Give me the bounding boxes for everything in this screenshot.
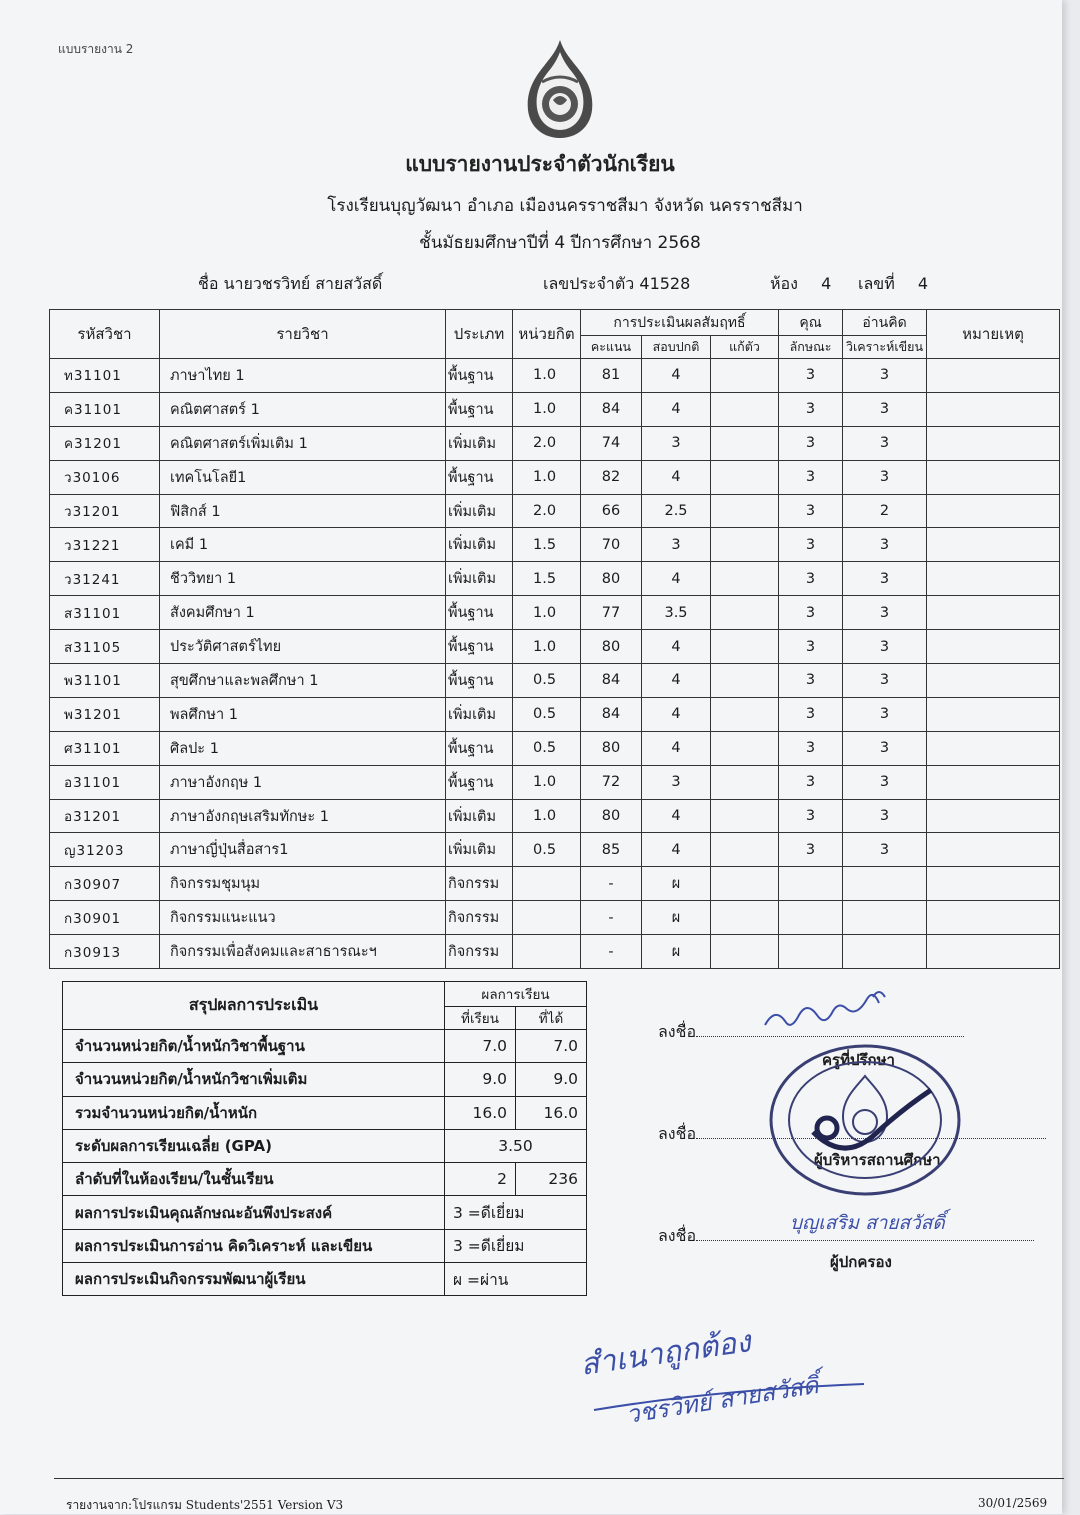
exam-grade: 4: [642, 392, 711, 426]
basic-credits-taken: 7.0: [445, 1030, 516, 1063]
character-grade: 3: [779, 731, 843, 765]
score-value: -: [581, 867, 642, 901]
exam-grade: 4: [642, 359, 711, 393]
credit-value: 1.0: [513, 596, 581, 630]
school-line: โรงเรียนบุญวัฒนา อำเภอ เมืองนครราชสีมา จังหวัด นครราชสีมา: [327, 196, 803, 216]
table-row: [50, 596, 1060, 630]
summary-result-header: ผลการเรียน: [445, 982, 587, 1007]
subject-type: กิจกรรม: [446, 867, 513, 901]
credit-value: 1.0: [513, 765, 581, 799]
certified-copy-signature: วชรวิทย์ สายสวัสดิ์: [624, 1370, 821, 1430]
reading-grade: [843, 935, 927, 969]
subject-type: พื้นฐาน: [446, 359, 513, 393]
table-row: [50, 833, 1060, 867]
table-row: [50, 359, 1060, 393]
summary-row-character: [63, 1196, 587, 1229]
exam-grade: 3: [642, 426, 711, 460]
exam-grade: 2.5: [642, 494, 711, 528]
credit-value: 1.0: [513, 359, 581, 393]
reading-grade: 3: [843, 664, 927, 698]
credit-value: [513, 935, 581, 969]
subject-name: ประวัติศาสตร์ไทย: [160, 630, 446, 664]
rank-label: ลำดับที่ในห้องเรียน/ในชั้นเรียน: [63, 1163, 445, 1196]
credit-value: 2.0: [513, 426, 581, 460]
credit-value: [513, 867, 581, 901]
subject-name: ภาษาญี่ปุ่นสื่อสาร1: [160, 833, 446, 867]
subject-name: พลศึกษา 1: [160, 697, 446, 731]
subject-code: ศ31101: [50, 731, 160, 765]
total-credits-taken: 16.0: [445, 1096, 516, 1129]
header-reading-top: อ่านคิด: [843, 310, 927, 336]
subject-name: สังคมศึกษา 1: [160, 596, 446, 630]
advisor-signature-icon: [755, 985, 905, 1045]
summary-row-extra: [63, 1063, 587, 1096]
subject-code: ก30901: [50, 901, 160, 935]
character-grade: 3: [779, 697, 843, 731]
number-label: เลขที่: [858, 274, 895, 293]
credit-value: 1.0: [513, 460, 581, 494]
student-id: 41528: [639, 274, 691, 293]
room-value: 4: [821, 274, 832, 293]
total-credits-label: รวมจำนวนหน่วยกิต/น้ำหนัก: [63, 1096, 445, 1129]
name-label: ชื่อ: [198, 274, 219, 293]
score-value: 84: [581, 664, 642, 698]
extra-credits-earned: 9.0: [516, 1063, 587, 1096]
character-grade: 3: [779, 392, 843, 426]
reading-grade: 3: [843, 731, 927, 765]
score-value: -: [581, 901, 642, 935]
credit-value: 0.5: [513, 664, 581, 698]
table-row: [50, 664, 1060, 698]
character-grade: [779, 901, 843, 935]
character-grade: 3: [779, 528, 843, 562]
basic-credits-label: จำนวนหน่วยกิต/น้ำหนักวิชาพื้นฐาน: [63, 1030, 445, 1063]
retake-grade: [711, 392, 779, 426]
role-advisor: ครูที่ปรึกษา: [822, 1051, 895, 1069]
character-grade: 3: [779, 765, 843, 799]
remark-cell: [927, 528, 1060, 562]
reading-grade: 3: [843, 765, 927, 799]
gpa-value: 3.50: [445, 1129, 587, 1162]
subject-code: ท31101: [50, 359, 160, 393]
header-credit: หน่วยกิต: [513, 310, 581, 359]
remark-cell: [927, 867, 1060, 901]
remark-cell: [927, 664, 1060, 698]
subject-code: ค31201: [50, 426, 160, 460]
retake-grade: [711, 562, 779, 596]
header-reading-bottom: วิเคราะห์เขียน: [843, 336, 927, 359]
header-retake: แก้ตัว: [711, 336, 779, 359]
summary-row-reading: [63, 1229, 587, 1262]
header-exam: สอบปกติ: [642, 336, 711, 359]
rank-in-grade: 236: [516, 1163, 587, 1196]
character-grade: 3: [779, 426, 843, 460]
credit-value: 1.5: [513, 528, 581, 562]
table-row: [50, 935, 1060, 969]
subject-type: เพิ่มเติม: [446, 426, 513, 460]
activity-value: ผ =ผ่าน: [445, 1263, 587, 1296]
summary-col-earned: ที่ได้: [516, 1007, 587, 1030]
reading-grade: 3: [843, 460, 927, 494]
subject-code: ก30907: [50, 867, 160, 901]
score-value: 80: [581, 731, 642, 765]
retake-grade: [711, 765, 779, 799]
student-number-field: [858, 272, 928, 297]
subject-type: พื้นฐาน: [446, 664, 513, 698]
remark-cell: [927, 799, 1060, 833]
character-grade: [779, 867, 843, 901]
subject-type: เพิ่มเติม: [446, 528, 513, 562]
subject-type: กิจกรรม: [446, 935, 513, 969]
summary-row-activity: [63, 1263, 587, 1296]
subject-code: ส31101: [50, 596, 160, 630]
extra-credits-label: จำนวนหน่วยกิต/น้ำหนักวิชาเพิ่มเติม: [63, 1063, 445, 1096]
exam-grade: ผ: [642, 901, 711, 935]
subject-code: ญ31203: [50, 833, 160, 867]
reading-grade: 2: [843, 494, 927, 528]
retake-grade: [711, 867, 779, 901]
remark-cell: [927, 392, 1060, 426]
reading-grade: 3: [843, 833, 927, 867]
retake-grade: [711, 833, 779, 867]
subject-code: ว31241: [50, 562, 160, 596]
subject-type: พื้นฐาน: [446, 630, 513, 664]
credit-value: 0.5: [513, 833, 581, 867]
retake-grade: [711, 494, 779, 528]
header-score: คะแนน: [581, 336, 642, 359]
subject-name: กิจกรรมเพื่อสังคมและสาธารณะฯ: [160, 935, 446, 969]
subject-name: กิจกรรมแนะแนว: [160, 901, 446, 935]
character-grade: 3: [779, 799, 843, 833]
subject-code: อ31101: [50, 765, 160, 799]
subject-code: พ31101: [50, 664, 160, 698]
score-value: 84: [581, 392, 642, 426]
credit-value: [513, 901, 581, 935]
role-parent: ผู้ปกครอง: [830, 1253, 892, 1271]
score-value: 74: [581, 426, 642, 460]
character-grade: [779, 935, 843, 969]
header-subject: รายวิชา: [160, 310, 446, 359]
retake-grade: [711, 596, 779, 630]
table-row: [50, 799, 1060, 833]
subject-name: ภาษาอังกฤษเสริมทักษะ 1: [160, 799, 446, 833]
subject-type: เพิ่มเติม: [446, 494, 513, 528]
table-row: [50, 494, 1060, 528]
score-value: 72: [581, 765, 642, 799]
reading-grade: 3: [843, 799, 927, 833]
credit-value: 0.5: [513, 697, 581, 731]
exam-grade: 4: [642, 630, 711, 664]
reading-grade: 3: [843, 426, 927, 460]
subject-name: ภาษาอังกฤษ 1: [160, 765, 446, 799]
subject-name: ชีววิทยา 1: [160, 562, 446, 596]
reading-grade: 3: [843, 562, 927, 596]
credit-value: 0.5: [513, 731, 581, 765]
room-label: ห้อง: [770, 274, 798, 293]
sign-label: ลงชื่อ: [658, 1226, 697, 1245]
subject-type: พื้นฐาน: [446, 731, 513, 765]
student-id-field: [543, 272, 690, 297]
subject-code: ก30913: [50, 935, 160, 969]
subject-type: เพิ่มเติม: [446, 833, 513, 867]
summary-title: สรุปผลการประเมิน: [63, 982, 445, 1030]
credit-value: 1.0: [513, 799, 581, 833]
retake-grade: [711, 426, 779, 460]
character-grade: 3: [779, 596, 843, 630]
summary-col-taken: ที่เรียน: [445, 1007, 516, 1030]
subject-type: เพิ่มเติม: [446, 562, 513, 596]
remark-cell: [927, 833, 1060, 867]
retake-grade: [711, 460, 779, 494]
retake-grade: [711, 901, 779, 935]
score-value: -: [581, 935, 642, 969]
gpa-label: ระดับผลการเรียนเฉลี่ย (GPA): [63, 1129, 445, 1162]
remark-cell: [927, 935, 1060, 969]
header-assessment: การประเมินผลสัมฤทธิ์: [581, 310, 779, 336]
exam-grade: 4: [642, 562, 711, 596]
retake-grade: [711, 359, 779, 393]
id-label: เลขประจำตัว: [543, 274, 635, 293]
table-row: [50, 867, 1060, 901]
credit-value: 2.0: [513, 494, 581, 528]
reading-value: 3 =ดีเยี่ยม: [445, 1229, 587, 1262]
table-row: [50, 562, 1060, 596]
retake-grade: [711, 528, 779, 562]
score-value: 84: [581, 697, 642, 731]
exam-grade: 4: [642, 460, 711, 494]
grade-year-line: ชั้นมัธยมศึกษาปีที่ 4 ปีการศึกษา 2568: [419, 233, 701, 253]
summary-table: [62, 981, 587, 1296]
score-value: 82: [581, 460, 642, 494]
subject-type: พื้นฐาน: [446, 460, 513, 494]
character-grade: 3: [779, 833, 843, 867]
subject-code: ค31101: [50, 392, 160, 426]
sign-label: ลงชื่อ: [658, 1022, 697, 1041]
header-character-bottom: ลักษณะ: [779, 336, 843, 359]
score-value: 80: [581, 799, 642, 833]
exam-grade: ผ: [642, 867, 711, 901]
subject-name: คณิตศาสตร์ 1: [160, 392, 446, 426]
score-value: 81: [581, 359, 642, 393]
student-name: นายวชรวิทย์ สายสวัสดิ์: [223, 274, 383, 293]
table-row: [50, 901, 1060, 935]
header-code: รหัสวิชา: [50, 310, 160, 359]
exam-grade: 4: [642, 833, 711, 867]
sign-label: ลงชื่อ: [658, 1124, 697, 1143]
student-name-field: [198, 272, 382, 297]
subject-type: เพิ่มเติม: [446, 697, 513, 731]
table-row: [50, 630, 1060, 664]
report-title: แบบรายงานประจำตัวนักเรียน: [405, 152, 675, 176]
subject-code: ว30106: [50, 460, 160, 494]
role-director: ผู้บริหารสถานศึกษา: [814, 1151, 941, 1169]
remark-cell: [927, 901, 1060, 935]
exam-grade: 3.5: [642, 596, 711, 630]
credit-value: 1.0: [513, 392, 581, 426]
character-grade: 3: [779, 494, 843, 528]
reading-grade: [843, 901, 927, 935]
reading-grade: 3: [843, 697, 927, 731]
subject-type: พื้นฐาน: [446, 765, 513, 799]
subject-name: กิจกรรมชุมนุม: [160, 867, 446, 901]
subject-name: เคมี 1: [160, 528, 446, 562]
remark-cell: [927, 562, 1060, 596]
remark-cell: [927, 731, 1060, 765]
exam-grade: 4: [642, 731, 711, 765]
subject-code: ว31221: [50, 528, 160, 562]
room-field: [770, 272, 831, 297]
reading-grade: [843, 867, 927, 901]
footer-date: 30/01/2569: [978, 1496, 1048, 1510]
character-label: ผลการประเมินคุณลักษณะอันพึงประสงค์: [63, 1196, 445, 1229]
basic-credits-earned: 7.0: [516, 1030, 587, 1063]
table-row: [50, 426, 1060, 460]
reading-grade: 3: [843, 528, 927, 562]
certified-copy-note: สำเนาถูกต้อง: [578, 1324, 753, 1383]
score-value: 85: [581, 833, 642, 867]
table-row: [50, 765, 1060, 799]
character-grade: 3: [779, 460, 843, 494]
character-grade: 3: [779, 359, 843, 393]
table-row: [50, 528, 1060, 562]
score-value: 80: [581, 562, 642, 596]
retake-grade: [711, 935, 779, 969]
exam-grade: 4: [642, 799, 711, 833]
parent-handwritten-name: บุญเสริม สายสวัสดิ์: [790, 1212, 945, 1234]
summary-row-basic: [63, 1030, 587, 1063]
remark-cell: [927, 494, 1060, 528]
character-value: 3 =ดีเยี่ยม: [445, 1196, 587, 1229]
header-type: ประเภท: [446, 310, 513, 359]
exam-grade: ผ: [642, 935, 711, 969]
remark-cell: [927, 359, 1060, 393]
subject-code: อ31201: [50, 799, 160, 833]
summary-row-gpa: [63, 1129, 587, 1162]
subject-name: สุขศึกษาและพลศึกษา 1: [160, 664, 446, 698]
score-value: 80: [581, 630, 642, 664]
reading-grade: 3: [843, 392, 927, 426]
retake-grade: [711, 630, 779, 664]
activity-label: ผลการประเมินกิจกรรมพัฒนาผู้เรียน: [63, 1263, 445, 1296]
remark-cell: [927, 426, 1060, 460]
reading-label: ผลการประเมินการอ่าน คิดวิเคราะห์ และเขียน: [63, 1229, 445, 1262]
remark-cell: [927, 697, 1060, 731]
subject-name: ภาษาไทย 1: [160, 359, 446, 393]
subject-name: คณิตศาสตร์เพิ่มเติม 1: [160, 426, 446, 460]
remark-cell: [927, 630, 1060, 664]
subject-type: กิจกรรม: [446, 901, 513, 935]
character-grade: 3: [779, 630, 843, 664]
subject-type: พื้นฐาน: [446, 392, 513, 426]
credit-value: 1.5: [513, 562, 581, 596]
remark-cell: [927, 596, 1060, 630]
retake-grade: [711, 664, 779, 698]
grades-table: [49, 309, 1060, 969]
retake-grade: [711, 697, 779, 731]
form-number: แบบรายงาน 2: [58, 42, 134, 56]
exam-grade: 4: [642, 664, 711, 698]
header-character-top: คุณ: [779, 310, 843, 336]
character-grade: 3: [779, 664, 843, 698]
score-value: 77: [581, 596, 642, 630]
exam-grade: 3: [642, 765, 711, 799]
exam-grade: 3: [642, 528, 711, 562]
exam-grade: 4: [642, 697, 711, 731]
summary-row-rank: [63, 1163, 587, 1196]
reading-grade: 3: [843, 359, 927, 393]
retake-grade: [711, 799, 779, 833]
retake-grade: [711, 731, 779, 765]
school-seal-stamp-icon: [765, 1040, 965, 1200]
table-row: [50, 460, 1060, 494]
subject-code: พ31201: [50, 697, 160, 731]
table-row: [50, 731, 1060, 765]
total-credits-earned: 16.0: [516, 1096, 587, 1129]
number-value: 4: [917, 274, 929, 293]
subject-name: ฟิสิกส์ 1: [160, 494, 446, 528]
score-value: 70: [581, 528, 642, 562]
summary-row-total: [63, 1096, 587, 1129]
reading-grade: 3: [843, 596, 927, 630]
header-remark: หมายเหตุ: [927, 310, 1060, 359]
character-grade: 3: [779, 562, 843, 596]
subject-type: พื้นฐาน: [446, 596, 513, 630]
remark-cell: [927, 460, 1060, 494]
footer-divider: [54, 1478, 1064, 1479]
signature-line: [696, 1239, 1034, 1241]
score-value: 66: [581, 494, 642, 528]
subject-name: เทคโนโลยี1: [160, 460, 446, 494]
subject-type: เพิ่มเติม: [446, 799, 513, 833]
table-row: [50, 697, 1060, 731]
reading-grade: 3: [843, 630, 927, 664]
subject-name: ศิลปะ 1: [160, 731, 446, 765]
subject-code: ส31105: [50, 630, 160, 664]
subject-code: ว31201: [50, 494, 160, 528]
school-crest-icon: [520, 38, 600, 140]
rank-in-room: 2: [445, 1163, 516, 1196]
extra-credits-taken: 9.0: [445, 1063, 516, 1096]
remark-cell: [927, 765, 1060, 799]
footer-source: รายงานจาก:โปรแกรม Students'2551 Version V3: [66, 1498, 344, 1512]
table-row: [50, 392, 1060, 426]
credit-value: 1.0: [513, 630, 581, 664]
